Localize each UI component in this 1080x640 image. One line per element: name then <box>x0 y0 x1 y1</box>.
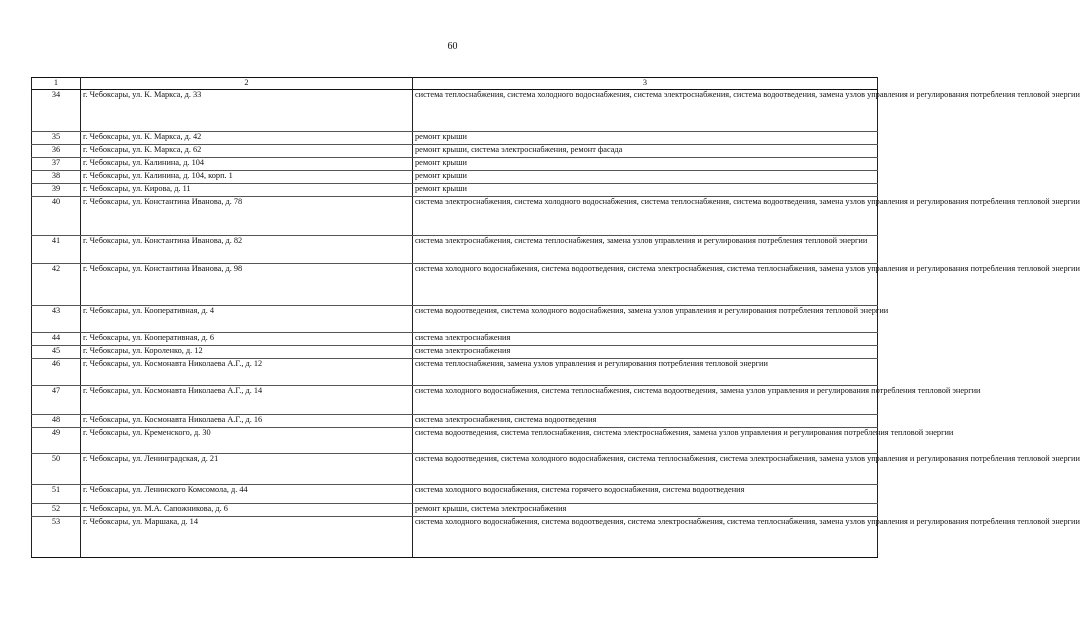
row-address: г. Чебоксары, ул. Космонавта Николаева А.Г., д. 16 <box>81 415 413 428</box>
row-number: 49 <box>32 428 81 454</box>
column-header-1: 1 <box>32 78 81 90</box>
row-works: система электроснабжения <box>413 346 878 359</box>
row-address: г. Чебоксары, ул. К. Маркса, д. 42 <box>81 132 413 145</box>
row-address: г. Чебоксары, ул. Космонавта Николаева А.Г., д. 12 <box>81 359 413 386</box>
row-address: г. Чебоксары, ул. К. Маркса, д. 33 <box>81 90 413 132</box>
row-number: 44 <box>32 333 81 346</box>
row-number: 40 <box>32 197 81 236</box>
row-number: 47 <box>32 386 81 415</box>
row-number: 45 <box>32 346 81 359</box>
row-address: г. Чебоксары, ул. Константина Иванова, д. 98 <box>81 264 413 306</box>
table-row <box>32 428 878 454</box>
row-number: 46 <box>32 359 81 386</box>
row-works: система электроснабжения, система теплоснабжения, замена узлов управления и регулирования потребления тепловой энергии <box>413 236 878 264</box>
row-number: 48 <box>32 415 81 428</box>
table-header-row <box>32 78 878 90</box>
row-address: г. Чебоксары, ул. Космонавта Николаева А.Г., д. 14 <box>81 386 413 415</box>
row-number: 34 <box>32 90 81 132</box>
table-row <box>32 386 878 415</box>
row-works: система водоотведения, система холодного водоснабжения, система теплоснабжения, система электроснабжения, замена узлов управления и регулирования потребления тепловой энергии <box>413 454 878 485</box>
row-works: система водоотведения, система теплоснабжения, система электроснабжения, замена узлов управления и регулирования потребления тепловой энергии <box>413 428 878 454</box>
row-works: ремонт крыши <box>413 171 878 184</box>
table-row <box>32 171 878 184</box>
row-address: г. Чебоксары, ул. Короленко, д. 12 <box>81 346 413 359</box>
row-address: г. Чебоксары, ул. Ленинградская, д. 21 <box>81 454 413 485</box>
row-works: система электроснабжения, система холодного водоснабжения, система теплоснабжения, система водоотведения, замена узлов управления и регулирования потребления тепловой энергии <box>413 197 878 236</box>
row-address: г. Чебоксары, ул. Кирова, д. 11 <box>81 184 413 197</box>
page-number: 60 <box>447 41 458 52</box>
row-number: 41 <box>32 236 81 264</box>
works-table <box>31 77 1080 558</box>
row-works: ремонт крыши, система электроснабжения, ремонт фасада <box>413 145 878 158</box>
row-number: 38 <box>32 171 81 184</box>
table-row <box>32 485 878 504</box>
row-address: г. Чебоксары, ул. Кременского, д. 30 <box>81 428 413 454</box>
row-number: 43 <box>32 306 81 333</box>
table-row <box>32 197 878 236</box>
table-row <box>32 306 878 333</box>
table-row <box>32 132 878 145</box>
table-row <box>32 359 878 386</box>
row-number: 42 <box>32 264 81 306</box>
row-address: г. Чебоксары, ул. Калинина, д. 104 <box>81 158 413 171</box>
row-address: г. Чебоксары, ул. Кооперативная, д. 6 <box>81 333 413 346</box>
row-number: 51 <box>32 485 81 504</box>
row-works: система электроснабжения, система водоотведения <box>413 415 878 428</box>
table-row <box>32 236 878 264</box>
table-row <box>32 415 878 428</box>
table-row <box>32 145 878 158</box>
row-works: ремонт крыши, система электроснабжения <box>413 504 878 517</box>
table-row <box>32 264 878 306</box>
row-address: г. Чебоксары, ул. Константина Иванова, д. 82 <box>81 236 413 264</box>
row-works: ремонт крыши <box>413 132 878 145</box>
row-works: система холодного водоснабжения, система теплоснабжения, система водоотведения, замена узлов управления и регулирования потребления тепловой энергии <box>413 386 878 415</box>
table-row <box>32 90 878 132</box>
table-row <box>32 184 878 197</box>
row-works: система теплоснабжения, система холодного водоснабжения, система электроснабжения, система водоотведения, замена узлов управления и регулирования потребления тепловой энергии <box>413 90 878 132</box>
column-header-2: 2 <box>81 78 413 90</box>
row-address: г. Чебоксары, ул. Ленинского Комсомола, д. 44 <box>81 485 413 504</box>
row-works: система холодного водоснабжения, система горячего водоснабжения, система водоотведения <box>413 485 878 504</box>
row-works: система электроснабжения <box>413 333 878 346</box>
row-number: 53 <box>32 517 81 558</box>
table-row <box>32 517 878 558</box>
row-number: 35 <box>32 132 81 145</box>
row-works: система теплоснабжения, замена узлов управления и регулирования потребления тепловой энергии <box>413 359 878 386</box>
row-address: г. Чебоксары, ул. Маршака, д. 14 <box>81 517 413 558</box>
row-address: г. Чебоксары, ул. Кооперативная, д. 4 <box>81 306 413 333</box>
table-row <box>32 333 878 346</box>
row-works: система водоотведения, система холодного водоснабжения, замена узлов управления и регулирования потребления тепловой энергии <box>413 306 878 333</box>
row-number: 36 <box>32 145 81 158</box>
table-row <box>32 504 878 517</box>
row-works: система холодного водоснабжения, система водоотведения, система электроснабжения, система теплоснабжения, замена узлов управления и регулирования потребления тепловой энергии <box>413 517 878 558</box>
column-header-3: 3 <box>413 78 878 90</box>
row-number: 39 <box>32 184 81 197</box>
row-works: ремонт крыши <box>413 158 878 171</box>
row-works: ремонт крыши <box>413 184 878 197</box>
table-row <box>32 158 878 171</box>
row-address: г. Чебоксары, ул. Константина Иванова, д. 78 <box>81 197 413 236</box>
row-address: г. Чебоксары, ул. Калинина, д. 104, корп. 1 <box>81 171 413 184</box>
table-row <box>32 454 878 485</box>
table-row <box>32 346 878 359</box>
row-number: 37 <box>32 158 81 171</box>
row-number: 50 <box>32 454 81 485</box>
row-works: система холодного водоснабжения, система водоотведения, система электроснабжения, система теплоснабжения, замена узлов управления и регулирования потребления тепловой энергии <box>413 264 878 306</box>
row-number: 52 <box>32 504 81 517</box>
row-address: г. Чебоксары, ул. К. Маркса, д. 62 <box>81 145 413 158</box>
row-address: г. Чебоксары, ул. М.А. Сапожникова, д. 6 <box>81 504 413 517</box>
